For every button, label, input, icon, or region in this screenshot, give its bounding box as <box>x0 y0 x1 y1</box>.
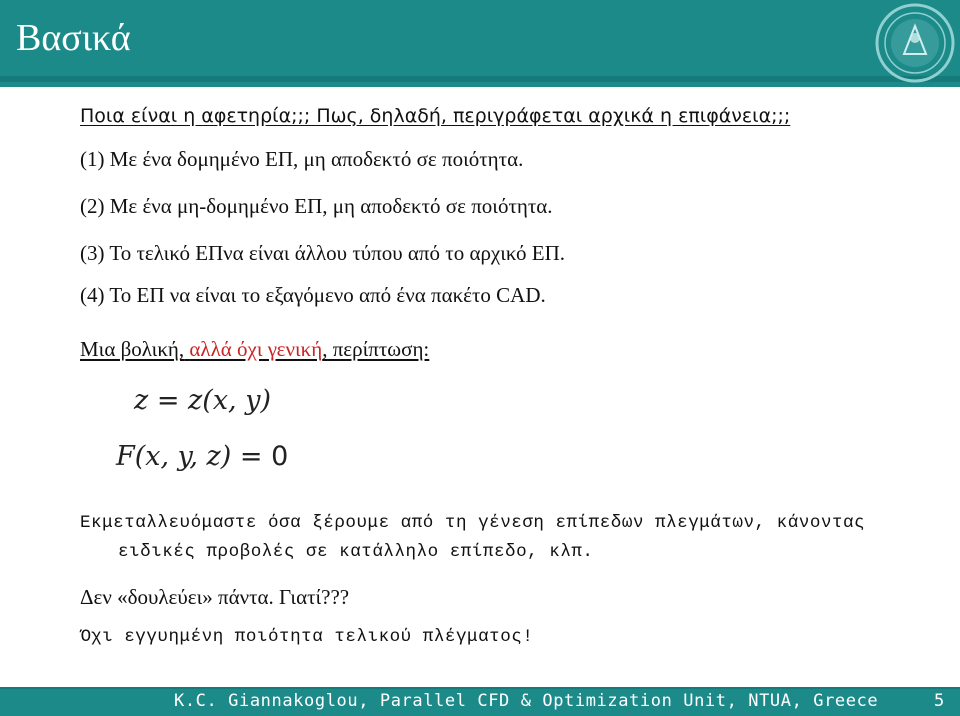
slide-title: Βασικά <box>16 17 131 59</box>
exploit-line-1: Εκμεταλλευόμαστε όσα ξέρουμε από τη γένεση επίπεδων πλεγμάτων, κάνοντας <box>80 513 866 533</box>
formula-explicit <box>134 385 271 416</box>
formula-fn: F <box>116 441 135 472</box>
option-1: (1) Με ένα δομημένο ΕΠ, μη αποδεκτό σε ποιότητα. <box>80 147 524 171</box>
formula-fn: z <box>188 385 203 416</box>
page-number: 5 <box>934 691 945 711</box>
option-2: (2) Με ένα μη-δομημένο ΕΠ, μη αποδεκτό σε ποιότητα. <box>80 194 553 218</box>
exploit-line-2: ειδικές προβολές σε κατάλληλο επίπεδο, κλπ. <box>118 542 594 562</box>
footer-credit: K.C. Giannakoglou, Parallel CFD & Optimization Unit, NTUA, Greece <box>174 691 879 711</box>
formula-eq: = <box>156 385 180 416</box>
case-lead: Μια βολική, <box>80 337 185 361</box>
no-guarantee-line: Όχι εγγυημένη ποιότητα τελικού πλέγματος! <box>80 627 534 647</box>
formula-lhs: z <box>134 385 149 416</box>
case-highlight: αλλά όχι γενική <box>189 337 323 361</box>
case-line <box>80 336 429 362</box>
option-4: (4) Το ΕΠ να είναι το εξαγόμενο από ένα πακέτο CAD. <box>80 283 546 307</box>
footer-divider <box>0 687 960 689</box>
case-tail: , περίπτωση: <box>322 337 430 361</box>
formula-args: (x, y) <box>202 385 271 416</box>
formula-args: (x, y, z) <box>134 441 232 472</box>
slide-footer <box>0 687 960 716</box>
not-working-line: Δεν «δουλεύει» πάντα. Γιατί??? <box>80 585 350 609</box>
formula-rhs: 0 <box>271 441 289 472</box>
option-3: (3) Το τελικό ΕΠνα είναι άλλου τύπου από το αρχικό ΕΠ. <box>80 241 566 265</box>
formula-eq: = <box>239 441 263 472</box>
question-heading: Ποια είναι η αφετηρία;;; Πως, δηλαδή, περιγράφεται αρχικά η επιφάνεια;;; <box>80 105 791 127</box>
formula-implicit <box>116 441 289 472</box>
